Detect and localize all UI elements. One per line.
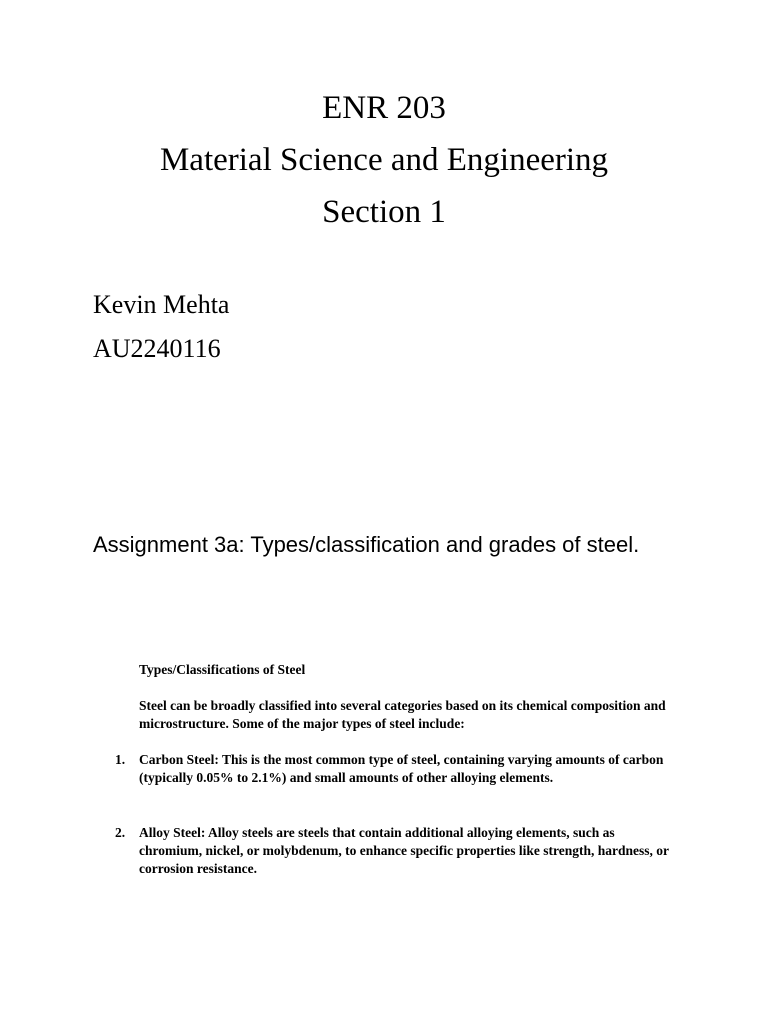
section-heading: Types/Classifications of Steel (139, 662, 306, 677)
course-code: ENR 203 (322, 90, 446, 126)
assignment-title: Assignment 3a: Types/classification and grades of steel. (93, 532, 640, 557)
list-item-number: 2. (115, 825, 126, 840)
course-name: Material Science and Engineering (159, 142, 609, 178)
intro-paragraph: Steel can be broadly classified into several categories based on its chemical composition and microstructure. Some of the major types of steel include: (139, 698, 666, 731)
list-item (115, 751, 685, 787)
list-item-text: Carbon Steel: This is the most common type of steel, containing varying amounts of carbon (typically 0.05% to 2.1%) and small amounts of other alloying elements. (139, 752, 664, 785)
student-name: Kevin Mehta (93, 290, 230, 319)
list-item-number: 1. (115, 752, 126, 767)
student-id: AU2240116 (93, 334, 221, 363)
list-item-text: Alloy Steel: Alloy steels are steels that contain additional alloying elements, such as chromium, nickel, or molybdenum, to enhance specific properties like strength, hardness, or corrosion resistance. (139, 825, 669, 876)
section-label: Section 1 (322, 194, 446, 230)
list-item (115, 824, 685, 878)
